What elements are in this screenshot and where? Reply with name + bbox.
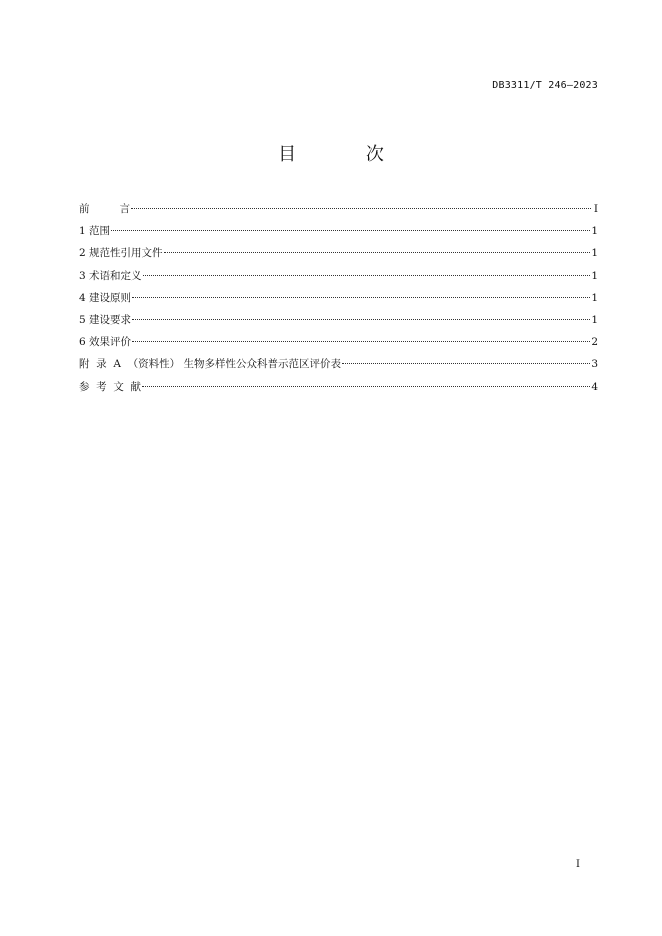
toc-entry-appendix-a[interactable] [79,356,598,378]
toc-entry-construction-principles[interactable] [79,290,598,312]
toc-entry-page: 3 [591,358,598,371]
dot-leader [342,363,590,364]
toc-entry-terms-definitions[interactable] [79,268,598,290]
toc-entry-foreword[interactable] [79,201,598,223]
page-number: I [576,859,580,870]
toc-entry-page: 1 [591,225,598,238]
toc-entry-page: 1 [591,269,598,282]
dot-leader [164,252,591,253]
toc-entry-scope[interactable] [79,223,598,245]
toc-entry-page: 2 [591,336,598,349]
toc-entry-label: 前 言 [79,203,131,215]
dot-leader [132,297,590,298]
toc-entry-page: 1 [591,291,598,304]
dot-leader [131,208,591,209]
toc-entry-page: 1 [591,313,598,326]
toc-entry-label: 附 录 A （资料性） 生物多样性公众科普示范区评价表 [79,358,341,371]
standard-code: DB3311/T 246—2023 [492,80,598,91]
toc-entry-label: 2 规范性引用文件 [79,247,163,260]
toc-entry-bibliography[interactable] [79,379,598,401]
toc-entry-normative-references[interactable] [79,245,598,267]
toc-entry-label: 1 范围 [79,225,111,238]
dot-leader [142,386,590,387]
toc-entry-page: I [593,203,598,215]
toc-entry-construction-requirements[interactable] [79,312,598,334]
toc-entry-label: 参 考 文 献 [79,380,142,393]
toc-entry-effect-evaluation[interactable] [79,334,598,356]
toc-entry-label: 6 效果评价 [79,336,132,349]
toc-title: 目 次 [278,144,416,165]
toc-entry-label: 5 建设要求 [79,313,132,326]
dot-leader [132,319,590,320]
dot-leader [111,230,590,231]
toc-entry-label: 4 建设原则 [79,291,132,304]
dot-leader [143,275,591,276]
toc-list [79,201,598,401]
toc-entry-page: 1 [591,247,598,260]
toc-entry-label: 3 术语和定义 [79,269,142,282]
toc-entry-page: 4 [591,380,598,393]
dot-leader [132,341,590,342]
